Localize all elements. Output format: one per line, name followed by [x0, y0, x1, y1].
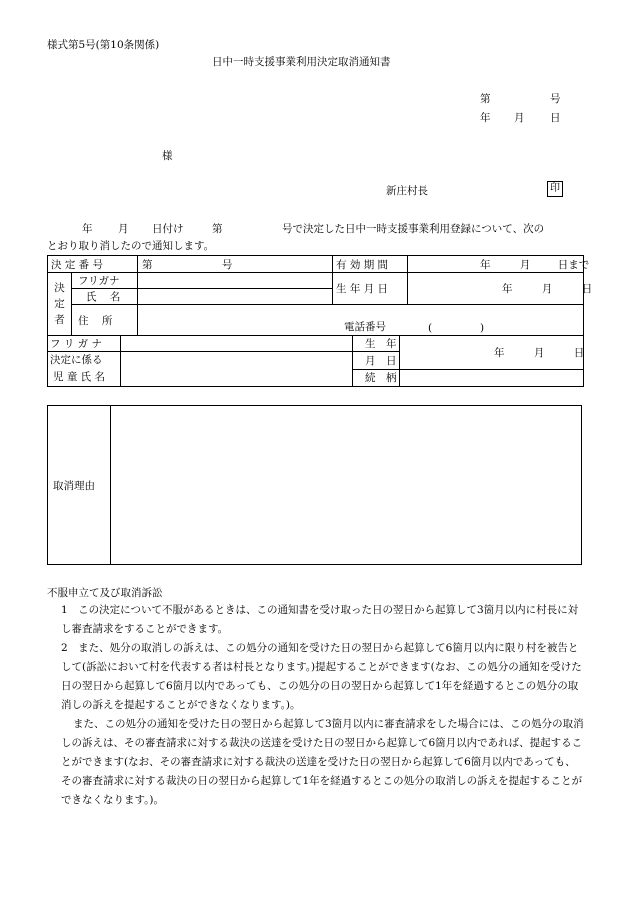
child-birthdate-field: 年 月 日	[400, 336, 584, 370]
recipient-honorific: 様	[162, 150, 173, 162]
phone-label: 電話番号	[344, 321, 387, 333]
reason-box	[47, 405, 582, 565]
birthdate-label: 生 年 月 日	[333, 273, 408, 305]
birthdate-field: 年 月 日	[408, 273, 584, 305]
child-birth-label-2: 月 日	[353, 352, 400, 370]
relation-field	[400, 369, 584, 387]
validity-field: 年 月 日まで	[408, 256, 584, 273]
decision-number-label: 決 定 番 号	[48, 256, 138, 273]
address-label: 住 所	[72, 305, 138, 336]
furigana-field	[138, 273, 333, 289]
reason-divider	[110, 405, 111, 565]
intro-line2: とおり取り消したので通知します。	[47, 240, 215, 252]
name-label: 氏 名	[72, 289, 138, 305]
page-title: 日中一時支援事業利用決定取消通知書	[212, 56, 391, 68]
furigana-label: フリガナ	[72, 273, 138, 289]
child-birth-label-1: 生 年	[353, 336, 400, 352]
decision-number-field: 第 号	[138, 256, 333, 273]
address-field: 電話番号 ( )	[138, 305, 584, 336]
appeal-item-1: 1 この決定について不服があるときは、この通知書を受け取った日の翌日から起算して3箇月以内に村長に対し審査請求をすることができます。	[61, 604, 579, 635]
child-name-field	[121, 352, 353, 387]
decider-label: 決 定 者	[48, 273, 72, 336]
seal-mark: 印	[547, 181, 563, 197]
decision-table	[47, 255, 593, 336]
validity-label: 有 効 期 間	[333, 256, 408, 273]
intro-rest: 号で決定した日中一時支援事業利用登録について、次の	[282, 223, 545, 235]
intro-tsuki: 月	[118, 223, 129, 235]
form-number: 様式第5号(第10条関係)	[47, 39, 160, 51]
child-table	[47, 335, 584, 387]
doc-number-go: 号	[550, 93, 561, 105]
child-name-label: 決定に係る 児 童 氏 名	[48, 352, 121, 387]
doc-number-dai: 第	[480, 93, 491, 105]
child-furigana-field	[121, 336, 353, 352]
reason-label: 取消理由	[53, 480, 95, 492]
intro-nen: 年	[82, 223, 93, 235]
relation-label: 続 柄	[353, 369, 400, 387]
intro-hizuke: 日付け	[152, 223, 184, 235]
date-hi: 日	[550, 112, 561, 124]
date-nen: 年	[480, 112, 491, 124]
child-furigana-label: フ リ ガ ナ	[48, 336, 121, 352]
appeal-item-2: 2 また、処分の取消しの訴えは、この処分の通知を受けた日の翌日から起算して6箇月以内に限り村を被告として(訴訟において村を代表する者は村長となります。)提起することができます(なお、この処分の通知を受けた日の翌日から起算して6箇月以内であっても、この処分の日の翌日から起算して1年を経過するとこの処分の取消しの訴えを提起することができなくなります。)。	[61, 642, 582, 711]
name-field	[138, 289, 333, 305]
sender-name: 新庄村長	[386, 185, 428, 197]
date-tsuki: 月	[514, 112, 525, 124]
appeal-item-3: また、この処分の通知を受けた日の翌日から起算して3箇月以内に審査請求をした場合には、この処分の取消しの訴えは、その審査請求に対する裁決の送達を受けた日の翌日から起算して6箇月以内であれば、提起することができます(なお、その審査請求に対する裁決の送達を受けた日の翌日から起算して6箇月以内であっても、その審査請求に対する裁決の日の翌日から起算して1年を経過するとこの処分の取消しの訴えを提起することができなくなります。)。	[61, 718, 584, 806]
intro-dai: 第	[212, 223, 223, 235]
appeal-heading: 不服申立て及び取消訴訟	[47, 587, 163, 599]
